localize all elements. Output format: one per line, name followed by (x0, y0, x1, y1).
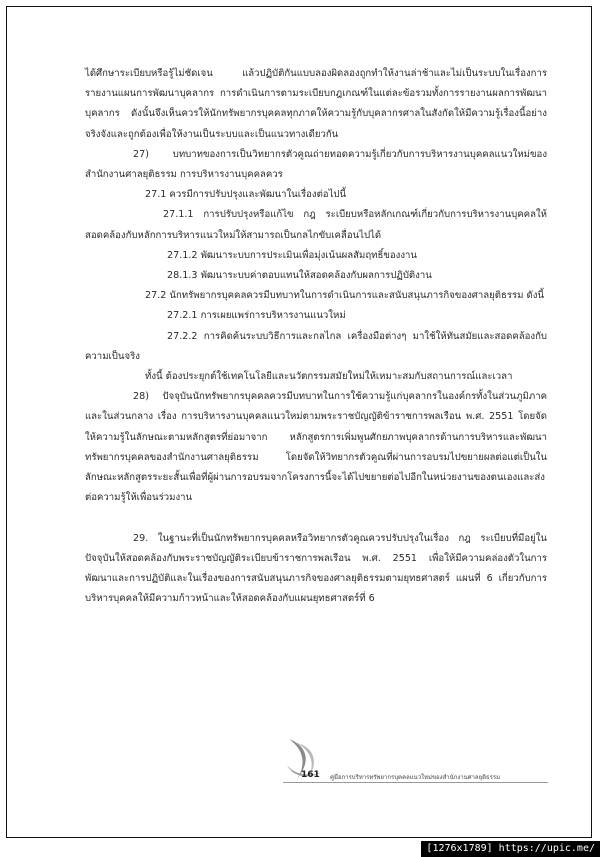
body-text (85, 64, 547, 609)
paragraph-29: 29. ในฐานะที่เป็นนักทรัพยากรบุคคลหรือวิทยากรตัวคูณควรปรับปรุงในเรื่อง กฎ ระเบียบที่มีอยู่ในปัจจุบันให้สอดคล้องกับพระราชบัญญัติระเบียบข้าราชการพลเรือน พ.ศ. 2551 เพื่อให้มีความคล่องตัวในการพัฒนาและการปฏิบัติและในเรื่องของการสนับสนุนภารกิจของศาลยุติธรรมตามยุทธศาสตร์ แผนที่ 6 เกี่ยวกับการบริหารบุคคลให้มีความก้าวหน้าและให้สอดคล้องกับแผนยุทธศาสตร์ที่ 6 (85, 532, 547, 605)
item-27-1-1: 27.1.1 การปรับปรุงหรือแก้ไข กฎ ระเบียบหรือหลักเกณฑ์เกี่ยวกับการบริหารงานบุคคลให้สอดคล้องกับหลักการบริหารแนวใหม่ให้สามารถเป็นกลไกขับเคลื่อนไปได้ (85, 209, 547, 241)
footer-divider (283, 782, 548, 783)
footer-title: คู่มือการบริหารทรัพยากรบุคคลแนวใหม่ของสำนักงานศาลยุติธรรม (330, 774, 501, 781)
paragraph-gap (85, 508, 547, 528)
page-number: 161 (301, 770, 320, 780)
watermark-label: [1276x1789] https://upic.me/ (421, 841, 600, 857)
paragraph-note: ทั้งนี้ ต้องประยุกต์ใช้เทคโนโลยีและนวัตกรรมสมัยใหม่ให้เหมาะสมกับสถานการณ์และเวลา (145, 371, 513, 383)
item-28-1-3: 28.1.3 พัฒนาระบบค่าตอบแทนให้สอดคล้องกับผลการปฏิบัติงาน (167, 270, 432, 282)
item-27-2-2: 27.2.2 การคิดค้นระบบวิธีการและกลไกล เครื่องมือต่างๆ มาใช้ให้ทันสมัยและสอดคล้องกับความเป็นจริง (85, 330, 547, 362)
item-27-1: 27.1 ควรมีการปรับปรุงและพัฒนาในเรื่องต่อไปนี้ (145, 189, 347, 201)
paragraph-continuation: ได้ศึกษาระเบียบหรือรู้ไม่ชัดเจน แล้วปฏิบัติกันแบบลองผิดลองถูกทำให้งานล่าช้าและไม่เป็นระบบในเรื่องการรายงานแผนการพัฒนาบุคลากร การดำเนินการตามระเบียบกฎเกณฑ์ในแต่ละข้อรวมทั้งการรายงานผลการพัฒนาบุคลากร ดังนั้นจึงเห็นควรให้นักทรัพยากรบุคคลทุกภาคให้ความรู้กับบุคลากรศาลในสังกัดให้มีความรู้เรื่องนี้อย่างจริงจังและถูกต้องเพื่อให้งานเป็นระบบและเป็นแนวทางเดียวกัน (85, 68, 547, 140)
paragraph-27: 27) บทบาทของการเป็นวิทยากรตัวคูณถ่ายทอดความรู้เกี่ยวกับการบริหารงานบุคคลแนวใหม่ของสำนักงานศาลยุติธรรม การบริหารงานบุคคลควร (85, 148, 547, 181)
item-27-2-1: 27.2.1 การเผยแพร่การบริหารงานแนวใหม่ (167, 310, 346, 322)
paragraph-28: 28) ปัจจุบันนักทรัพยากรบุคคลควรมีบทบาทในการใช้ความรู้แก่บุคลากรในองค์กรทั้งในส่วนภูมิภาคและในส่วนกลาง เรื่อง การบริหารงานบุคคลแนวใหม่ตามพระราชบัญญัติข้าราชการพลเรือน พ.ศ. 2551 โดยจัดให้ความรู้ในลักษณะตามหลักสูตรที่ย่อมาจาก หลักสูตรการเพิ่มพูนศักยภาพบุคลากรด้านการบริหารและพัฒนาทรัพยากรบุคคลของสำนักงานศาลยุติธรรม โดยจัดให้วิทยากรตัวคูณที่ผ่านการอบรมไปขยายผลต่อแต่เป็นในลักษณะหลักสูตรระยะสั้นเพื่อที่ผู้ผ่านการอบรมจากโครงการนี้จะได้ไปขยายต่อไปอีกในหน่วยงานของตนเองและส่งต่อความรู้ให้เพื่อนร่วมงาน (85, 391, 547, 504)
item-27-1-2: 27.1.2 พัฒนาระบบการประเมินเพื่อมุ่งเน้นผลสัมฤทธิ์ของงาน (167, 249, 417, 261)
item-27-2: 27.2 นักทรัพยากรบุคคลควรมีบทบาทในการดำเนินการและสนับสนุนภารกิจของศาลยุติธรรม ดังนี้ (145, 290, 545, 302)
